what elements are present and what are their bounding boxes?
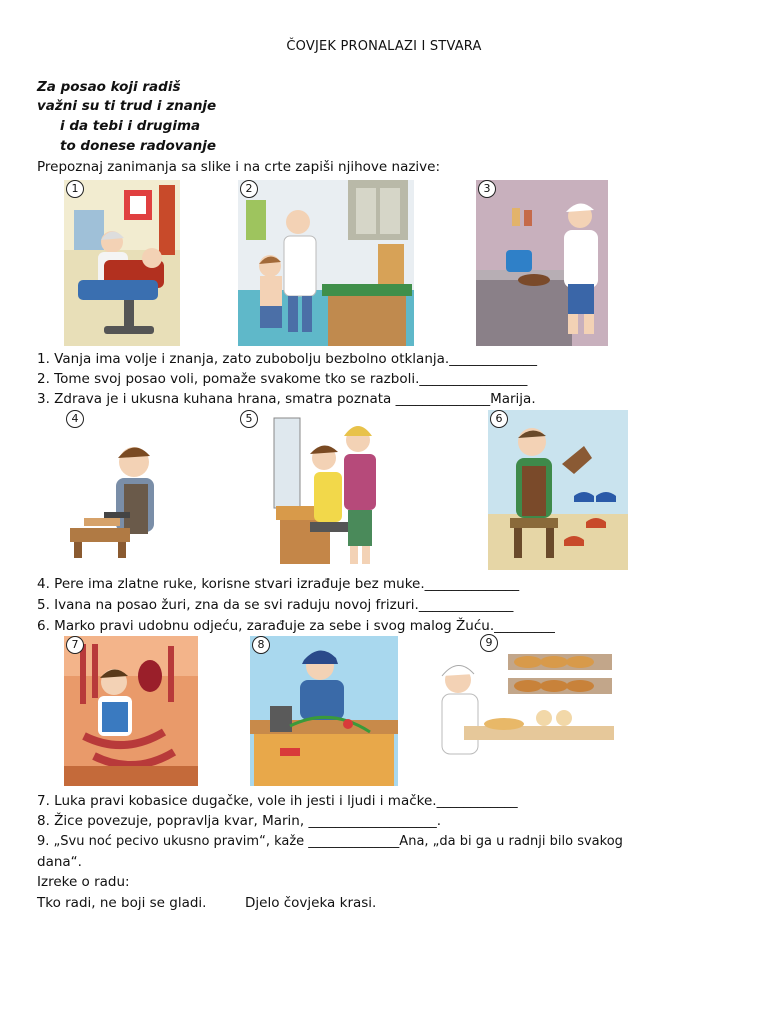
sentence-9-continued: dana“. [37, 854, 82, 870]
poem-line-4: to donese radovanje [60, 138, 217, 154]
picture-number-2: 2 [240, 180, 258, 198]
sentence-1: 1. Vanja ima volje i znanja, zato zubobolju bezbolno otklanja._____________ [37, 351, 537, 367]
poem-line-1: Za posao koji radiš [37, 79, 181, 95]
sentence-8: 8. Žice povezuje, popravlja kvar, Marin, ___________________. [37, 813, 441, 829]
picture-number-3: 3 [478, 180, 496, 198]
picture-hairdresser [240, 410, 386, 570]
picture-electrician [250, 636, 398, 786]
sentence-3: 3. Zdrava je i ukusna kuhana hrana, smatra poznata ______________Marija. [37, 391, 536, 407]
sentence-4: 4. Pere ima zlatne ruke, korisne stvari izrađuje bez muke.______________ [37, 576, 520, 592]
sentence-7: 7. Luka pravi kobasice dugačke, vole ih jesti i ljudi i mačke.____________ [37, 793, 518, 809]
picture-cook [476, 180, 608, 346]
picture-number-5: 5 [240, 410, 258, 428]
sentence-6: 6. Marko pravi udobnu odjeću, zarađuje za sebe i svog malog Žuću._________ [37, 618, 555, 634]
picture-doctor [238, 180, 414, 346]
picture-number-4: 4 [66, 410, 84, 428]
picture-carpenter [64, 410, 174, 560]
picture-shoemaker [488, 410, 628, 570]
saying-1: Tko radi, ne boji se gladi. [37, 895, 207, 911]
sentence-5: 5. Ivana na posao žuri, zna da se svi raduju novoj frizuri.______________ [37, 597, 514, 613]
saying-2: Djelo čovjeka krasi. [245, 895, 377, 911]
poem-line-2: važni su ti trud i znanje [37, 98, 217, 114]
picture-butcher [64, 636, 198, 786]
sentence-9: 9. „Svu noć pecivo ukusno pravim“, kaže ______________Ana, „da bi ga u radnji bilo svakog [37, 834, 623, 849]
picture-number-8: 8 [252, 636, 270, 654]
picture-dentist [64, 180, 180, 346]
poem-line-3: i da tebi i drugima [60, 118, 201, 134]
picture-number-1: 1 [66, 180, 84, 198]
picture-number-7: 7 [66, 636, 84, 654]
page-title: ČOVJEK PRONALAZI I STVARA [286, 39, 482, 54]
sentence-2: 2. Tome svoj posao voli, pomaže svakome tko se razboli.________________ [37, 371, 528, 387]
instruction: Prepoznaj zanimanja sa slike i na crte zapiši njihove nazive: [37, 159, 441, 175]
picture-number-6: 6 [490, 410, 508, 428]
picture-baker [424, 634, 614, 782]
sayings-heading: Izreke o radu: [37, 874, 130, 890]
picture-number-9: 9 [480, 634, 498, 652]
